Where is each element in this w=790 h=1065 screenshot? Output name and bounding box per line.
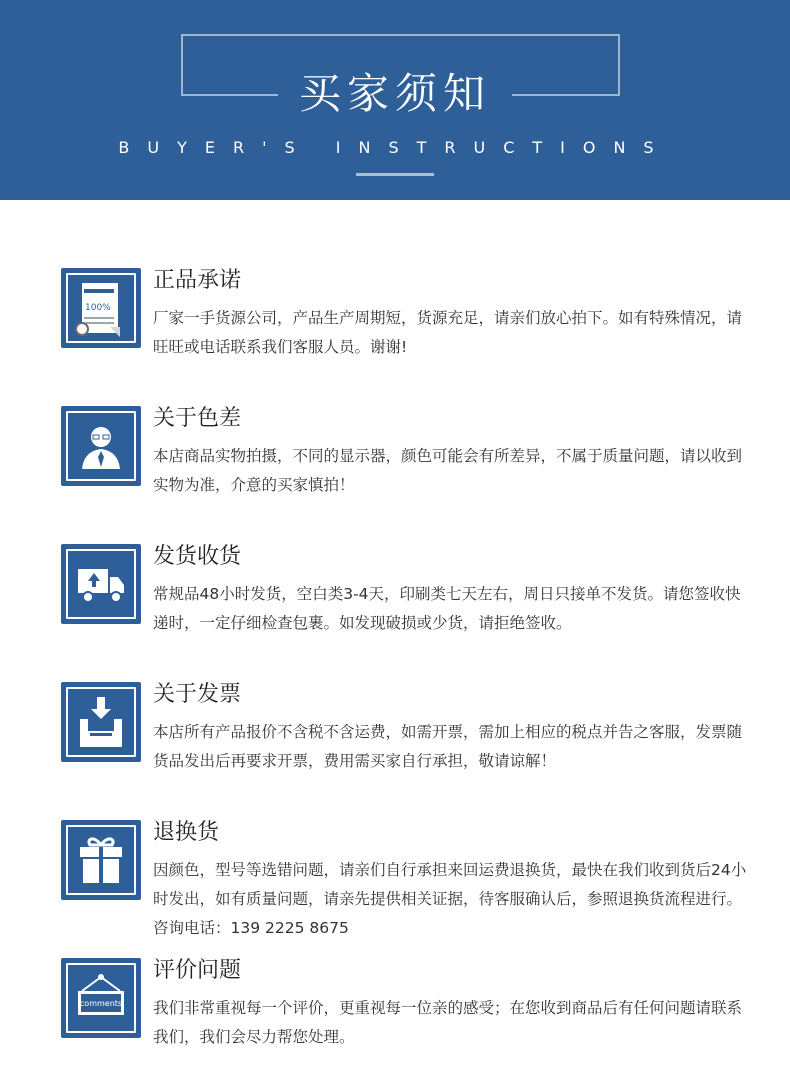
item-title: 退换货 [153, 820, 220, 845]
delivery-truck-icon [66, 549, 136, 619]
item-title: 评价问题 [153, 958, 242, 983]
item-text: 我们非常重视每一个评价，更重视每一位亲的感受；在您收到商品后有任何问题请联系我们，我们会尽力帮您处理。 [153, 999, 743, 1046]
item-text: 因颜色，型号等选错问题，请亲们自行承担来回运费退换货，最快在我们收到货后24小时发出，如有质量问题，请亲先提供相关证据，待客服确认后，参照退换货流程进行。咨询电话：139 2225 8675 [153, 861, 747, 937]
page-title: 买家须知 [298, 69, 491, 118]
item-text: 常规品48小时发货，空白类3-4天，印刷类七天左右，周日只接单不发货。请您签收快递时，一定仔细检查包裹。如发现破损或少货，请拒绝签收。 [153, 585, 741, 632]
download-tray-icon [66, 687, 136, 757]
item-text: 本店所有产品报价不含税不含运费，如需开票，需加上相应的税点并告之客服，发票随货品发出后再要求开票，费用需买家自行承担，敬请谅解！ [153, 723, 743, 770]
notice-item-color [61, 406, 751, 506]
gift-box-icon [66, 825, 136, 895]
svg-text:100%: 100% [85, 303, 111, 313]
notice-item-authentic [61, 268, 751, 368]
item-title: 正品承诺 [153, 268, 242, 293]
item-text: 本店商品实物拍摄，不同的显示器，颜色可能会有所差异，不属于质量问题，请以收到实物为准，介意的买家慎拍！ [153, 447, 743, 494]
comments-sign-icon [66, 963, 136, 1033]
item-title: 关于发票 [153, 682, 242, 707]
item-title: 发货收货 [153, 544, 242, 569]
notice-item-reviews [61, 958, 751, 1058]
certificate-100-icon [66, 273, 136, 343]
svg-text:comments: comments [79, 999, 123, 1008]
notice-item-returns [61, 820, 751, 937]
page-subtitle: BUYER'S INSTRUCTIONS [118, 138, 672, 157]
person-glasses-icon [66, 411, 136, 481]
header-banner [0, 0, 790, 200]
notice-item-invoice [61, 682, 751, 782]
title-underline [356, 173, 434, 176]
item-text: 厂家一手货源公司，产品生产周期短，货源充足，请亲们放心拍下。如有特殊情况，请旺旺或电话联系我们客服人员。谢谢! [153, 309, 743, 356]
notice-item-shipping [61, 544, 751, 644]
item-title: 关于色差 [153, 406, 242, 431]
